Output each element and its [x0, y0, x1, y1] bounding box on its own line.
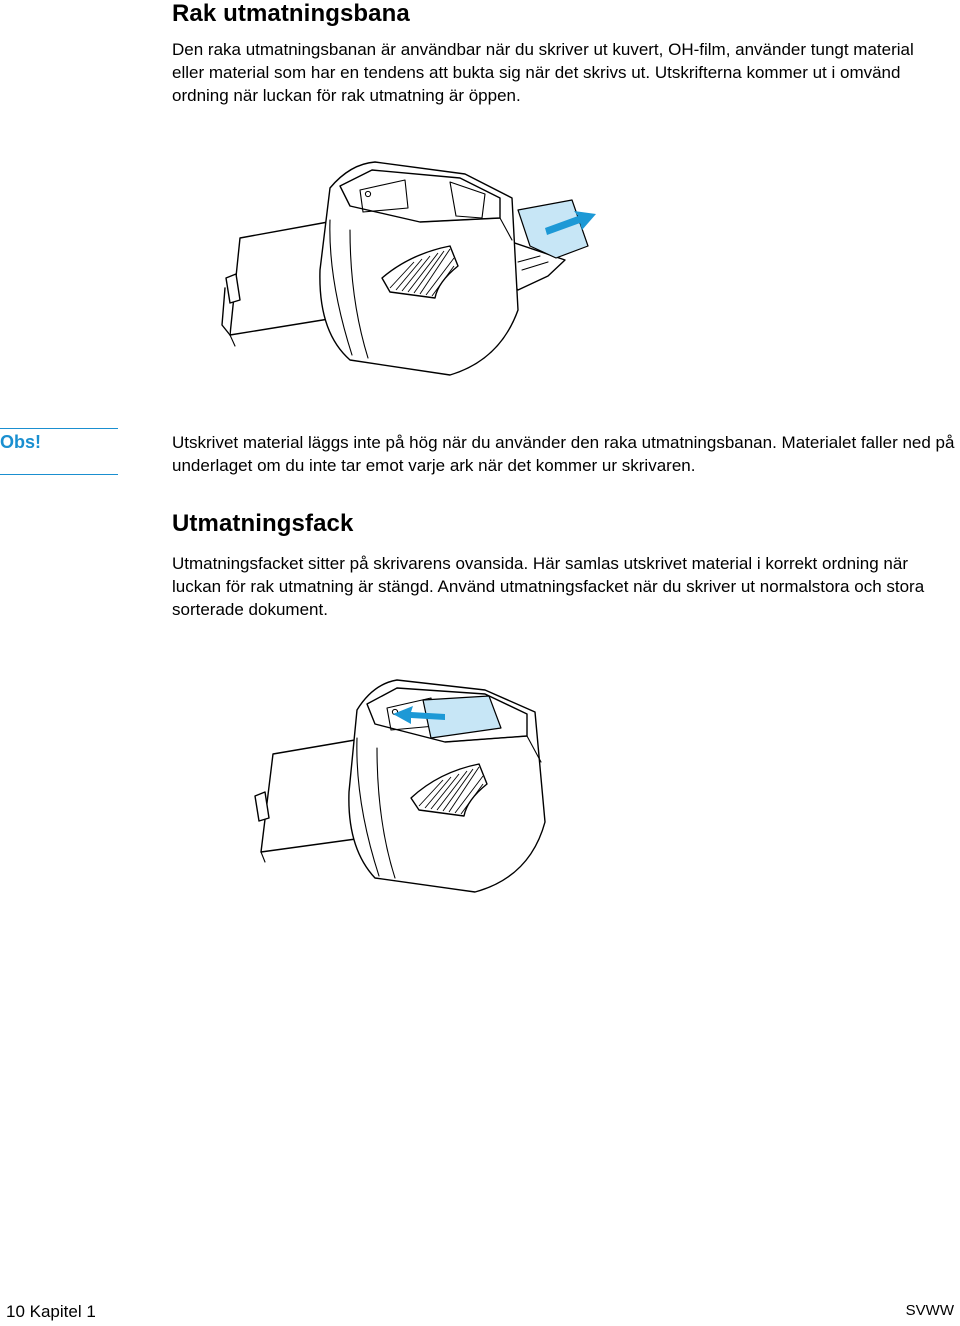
- footer-right-label: SVWW: [905, 1302, 954, 1319]
- printer-rear-output-illustration: [200, 150, 620, 390]
- note-rule-top: [0, 428, 118, 429]
- section-paragraph-straight-output: Den raka utmatningsbanan är användbar när du skriver ut kuvert, OH-film, använder tungt material eller material som har en tendens att bukta sig när det skrivs ut. Utskrifterna kommer ut i omvänd ordning när luckan för rak utmatning är öppen.: [172, 40, 914, 105]
- note-text: Utskrivet material läggs inte på hög när du använder den raka utmatningsbanan. Materialet faller ned på underlaget om du inte tar emot varje ark när det kommer ur skrivaren.: [172, 433, 955, 475]
- footer-page-label: 10 Kapitel 1: [6, 1302, 96, 1321]
- section-paragraph-output-bin: Utmatningsfacket sitter på skrivarens ovansida. Här samlas utskrivet material i korrekt ordning när luckan för rak utmatning är stängd. Använd utmatningsfacket när du skriver ut normalstora och stora sorterade dokument.: [172, 554, 925, 619]
- note-label: Obs!: [0, 432, 42, 452]
- printer-top-output-illustration: [245, 672, 575, 897]
- section-title-straight-output: Rak utmatningsbana: [172, 0, 410, 27]
- note-rule-bottom: [0, 474, 118, 475]
- section-title-output-bin: Utmatningsfack: [172, 510, 354, 537]
